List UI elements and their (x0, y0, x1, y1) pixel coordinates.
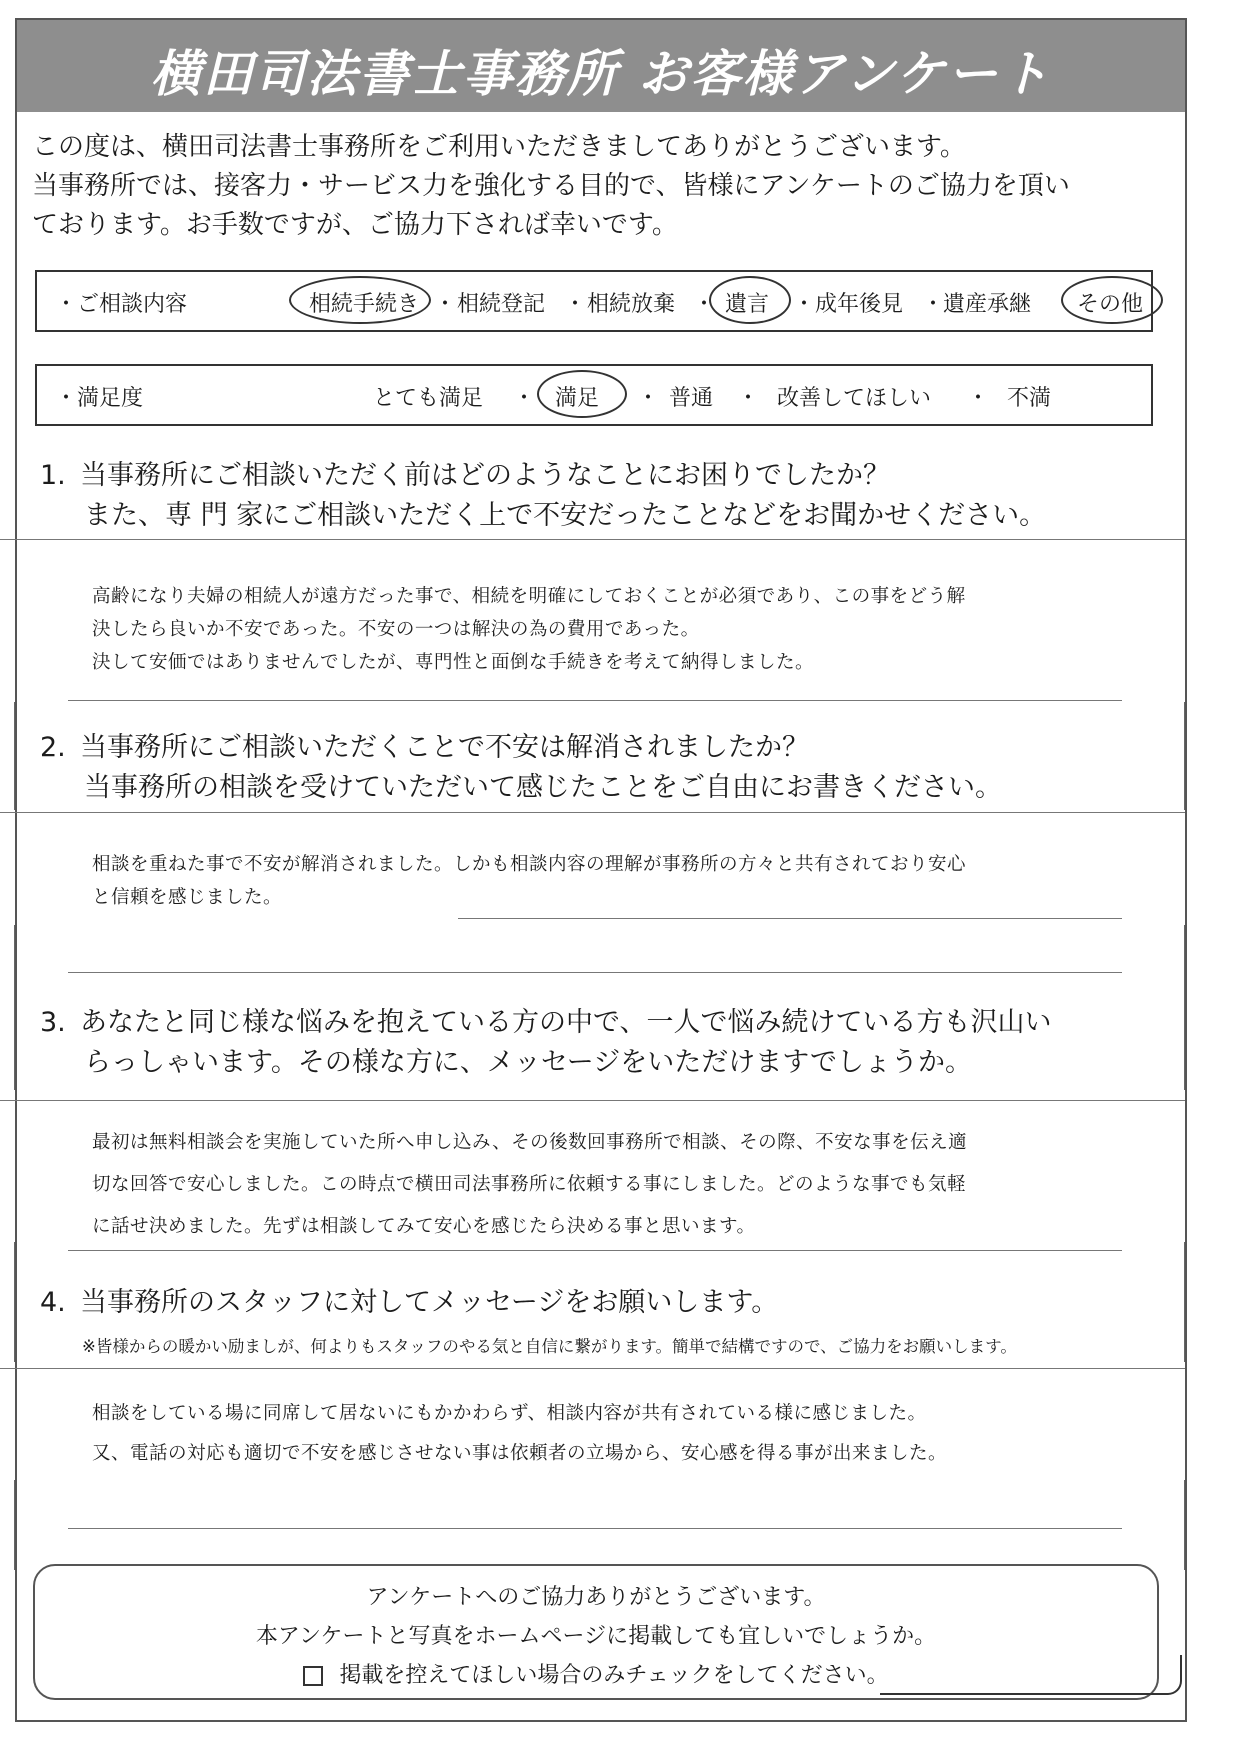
answer-line: 相談をしている場に同席して居ないにもかかわらず、相談内容が共有されている様に感じました。 (92, 1403, 927, 1424)
option-will[interactable]: 遺言 (725, 292, 770, 317)
separator: ・ (737, 386, 760, 411)
separator: ・ (793, 292, 816, 317)
answer-2 (92, 848, 1102, 914)
option-very-satisfied[interactable]: とても満足 (373, 386, 484, 411)
intro-line: ております。お手数ですが、ご協力下されば幸いです。 (32, 210, 678, 240)
option-want-improvement[interactable]: 改善してほしい (777, 386, 932, 411)
option-dissatisfied[interactable]: 不満 (1007, 386, 1052, 411)
opt-out-checkbox[interactable] (303, 1666, 323, 1686)
question-1 (40, 456, 1046, 536)
option-adult-guardianship[interactable]: 成年後見 (815, 292, 904, 317)
question-text: 当事務所にご相談いただく前はどのようなことにお困りでしたか？ (80, 460, 890, 491)
consultation-label: ・ご相談内容 (55, 292, 188, 317)
answer-line: と信頼を感じました。 (92, 887, 283, 908)
separator: ・ (967, 386, 990, 411)
margin-line (1184, 702, 1185, 810)
page-title: 横田司法書士事務所 お客様アンケート (150, 45, 1052, 103)
footer-question: 本アンケートと写真をホームページに掲載しても宜しいでしょうか。 (255, 1624, 937, 1649)
divider (0, 812, 1185, 813)
answer-line: 切な回答で安心しました。この時点で横田司法事務所に依頼する事にしました。どのような事でも気軽 (92, 1174, 967, 1195)
option-estate-succession[interactable]: 遺産承継 (943, 292, 1032, 317)
margin-line (14, 1242, 15, 1362)
question-text: 当事務所にご相談いただくことで不安は解消されましたか？ (80, 732, 809, 763)
question-text: また、専 門 家にご相談いただく上で不安だったことなどをお聞かせください。 (84, 500, 1047, 531)
question-number: 2. (40, 732, 66, 763)
option-inheritance-registration[interactable]: 相続登記 (457, 292, 546, 317)
answer-line: 又、電話の対応も適切で不安を感じさせない事は依頼者の立場から、安心感を得る事が出来ました。 (92, 1443, 948, 1464)
intro-line: この度は、横田司法書士事務所をご利用いただきましてありがとうございます。 (32, 132, 966, 162)
separator: ・ (513, 386, 536, 411)
question-text: 当事務所の相談を受けていただいて感じたことをご自由にお書きください。 (84, 772, 1002, 803)
footer-thanks: アンケートへのご協力ありがとうございます。 (366, 1585, 826, 1610)
margin-line (14, 1480, 15, 1570)
separator: ・ (637, 386, 660, 411)
answer-line: 高齢になり夫婦の相続人が遠方だった事で、相続を明確にしておくことが必須であり、この事をどう解 (92, 586, 966, 607)
margin-line (14, 702, 15, 810)
divider (0, 539, 1185, 540)
separator: ・ (564, 292, 587, 317)
intro-line: 当事務所では、接客力・サービス力を強化する目的で、皆様にアンケートのご協力を頂い (32, 171, 1070, 201)
pen-mark (880, 1655, 1182, 1695)
option-normal[interactable]: 普通 (669, 386, 714, 411)
answer-line: に話せ決めました。先ずは相談してみて安心を感じたら決める事と思います。 (92, 1216, 756, 1237)
margin-line (1184, 925, 1185, 1090)
consultation-box (35, 270, 1153, 332)
option-satisfied[interactable]: 満足 (555, 386, 600, 411)
answer-line-rule (68, 1250, 1122, 1251)
answer-4 (92, 1394, 1102, 1474)
margin-line (1184, 1242, 1185, 1362)
answer-line: 決して安価ではありませんでしたが、専門性と面倒な手続きを考えて納得しました。 (92, 652, 815, 673)
question-text: 当事務所のスタッフに対してメッセージをお願いします。 (80, 1287, 779, 1318)
answer-line: 決したら良いか不安であった。不安の一つは解決の為の費用であった。 (92, 619, 700, 640)
question-text: らっしゃいます。その様な方に、メッセージをいただけますでしょうか。 (84, 1047, 973, 1078)
separator: ・ (434, 292, 457, 317)
satisfaction-box (35, 364, 1153, 426)
circle-mark (537, 370, 627, 418)
intro-text (32, 128, 1182, 245)
divider (0, 1100, 1185, 1101)
question-4 (40, 1283, 778, 1323)
question-4-note: ※皆様からの暖かい励ましが、何よりもスタッフのやる気と自信に繋がります。簡単で結構ですので、ご協力をお願いします。 (82, 1337, 1017, 1356)
checkbox-label: 掲載を控えてほしい場合のみチェックをしてください。 (339, 1663, 889, 1688)
separator: ・ (922, 292, 945, 317)
question-number: 4. (40, 1287, 66, 1318)
answer-1 (92, 580, 1102, 679)
satisfaction-label: ・満足度 (55, 386, 144, 411)
answer-line: 相談を重ねた事で不安が解消されました。しかも相談内容の理解が事務所の方々と共有されており安心 (92, 854, 967, 875)
publish-opt-out[interactable] (303, 1656, 888, 1695)
answer-3 (92, 1122, 1102, 1248)
circle-mark (289, 276, 431, 324)
question-2 (40, 728, 1002, 808)
option-other[interactable]: その他 (1077, 292, 1144, 317)
divider (0, 1368, 1185, 1369)
answer-line-rule (68, 972, 1122, 973)
answer-line-rule (458, 918, 1122, 919)
circle-mark (709, 276, 791, 324)
question-3 (40, 1003, 1051, 1083)
circle-mark (1061, 276, 1163, 324)
question-number: 1. (40, 460, 66, 491)
title-bar (17, 20, 1185, 112)
question-text: あなたと同じ様な悩みを抱えている方の中で、一人で悩み続けている方も沢山い (80, 1007, 1052, 1038)
option-inheritance-procedure[interactable]: 相続手続き (309, 292, 420, 317)
answer-line: 最初は無料相談会を実施していた所へ申し込み、その後数回事務所で相談、その際、不安な事を伝え適 (92, 1132, 968, 1153)
answer-line-rule (68, 1528, 1122, 1529)
answer-line-rule (68, 700, 1122, 701)
separator: ・ (693, 292, 716, 317)
margin-line (14, 925, 15, 1090)
margin-line (1184, 1480, 1185, 1570)
question-number: 3. (40, 1007, 66, 1038)
option-inheritance-renunciation[interactable]: 相続放棄 (587, 292, 676, 317)
